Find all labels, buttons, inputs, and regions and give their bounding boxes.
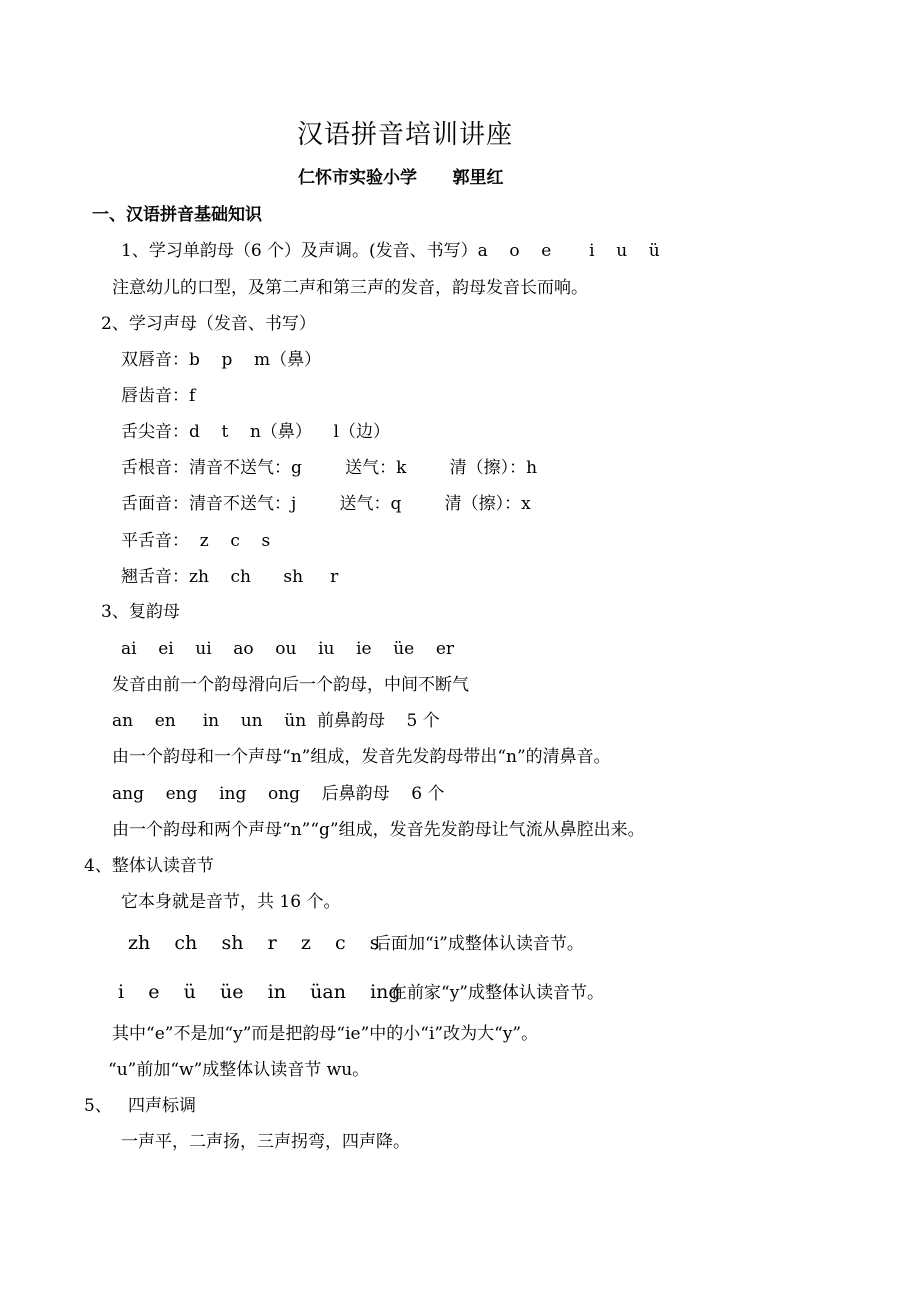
text-line: 唇齿音：f <box>121 386 196 406</box>
text-line: 舌根音：清音不送气：g 送气：k 清（擦）：h <box>121 458 538 478</box>
text-line: 1、学习单韵母（6 个）及声调。(发音、书写）a o e i u ü <box>121 241 660 261</box>
text-line: 翘舌音：zh ch sh r <box>121 567 339 587</box>
text-line: 4、整体认读音节 <box>84 856 214 876</box>
document-title: 汉语拼音培训讲座 <box>296 120 513 150</box>
syllable-row: i e ü üe in üan ing <box>118 981 401 1003</box>
text-line: 由一个韵母和一个声母“n”组成，发音先发韵母带出“n”的清鼻音。 <box>112 747 611 767</box>
text-line: 它本身就是音节，共 16 个。 <box>121 892 341 912</box>
text-line: an en in un ün 前鼻韵母 5 个 <box>112 711 440 731</box>
text-line: 3、复韵母 <box>101 602 180 622</box>
text-line: 平舌音： z c s <box>121 531 271 551</box>
text-line: ang eng ing ong 后鼻韵母 6 个 <box>112 784 445 804</box>
text-line: 舌面音：清音不送气：j 送气：q 清（擦）：x <box>121 494 531 514</box>
text-line: 其中“e”不是加“y”而是把韵母“ie”中的小“i”改为大“y”。 <box>112 1024 539 1044</box>
author-line: 仁怀市实验小学 郭里红 <box>298 168 504 188</box>
text-line: 发音由前一个韵母滑向后一个韵母，中间不断气 <box>112 675 469 695</box>
text-line: 2、学习声母（发音、书写） <box>101 314 316 334</box>
syllable-row: zh ch sh r z c s <box>128 932 380 954</box>
text-line: 由一个韵母和两个声母“n”“g”组成，发音先发韵母让气流从鼻腔出来。 <box>112 820 645 840</box>
text-line: 后面加“i”成整体认读音节。 <box>374 934 584 954</box>
text-line: 一声平，二声扬，三声拐弯，四声降。 <box>121 1132 410 1152</box>
text-line: 在前家“y”成整体认读音节。 <box>390 983 604 1003</box>
text-line: 5、 四声标调 <box>84 1096 197 1116</box>
section-heading: 一、汉语拼音基础知识 <box>92 205 262 225</box>
text-line: “u”前加“w”成整体认读音节 wu。 <box>108 1060 370 1080</box>
text-line: 舌尖音：d t n（鼻） l（边） <box>121 422 390 442</box>
text-line: 注意幼儿的口型，及第二声和第三声的发音，韵母发音长而响。 <box>112 278 588 298</box>
text-line: ai ei ui ao ou iu ie üe er <box>121 639 455 659</box>
text-line: 双唇音：b p m（鼻） <box>121 350 322 370</box>
